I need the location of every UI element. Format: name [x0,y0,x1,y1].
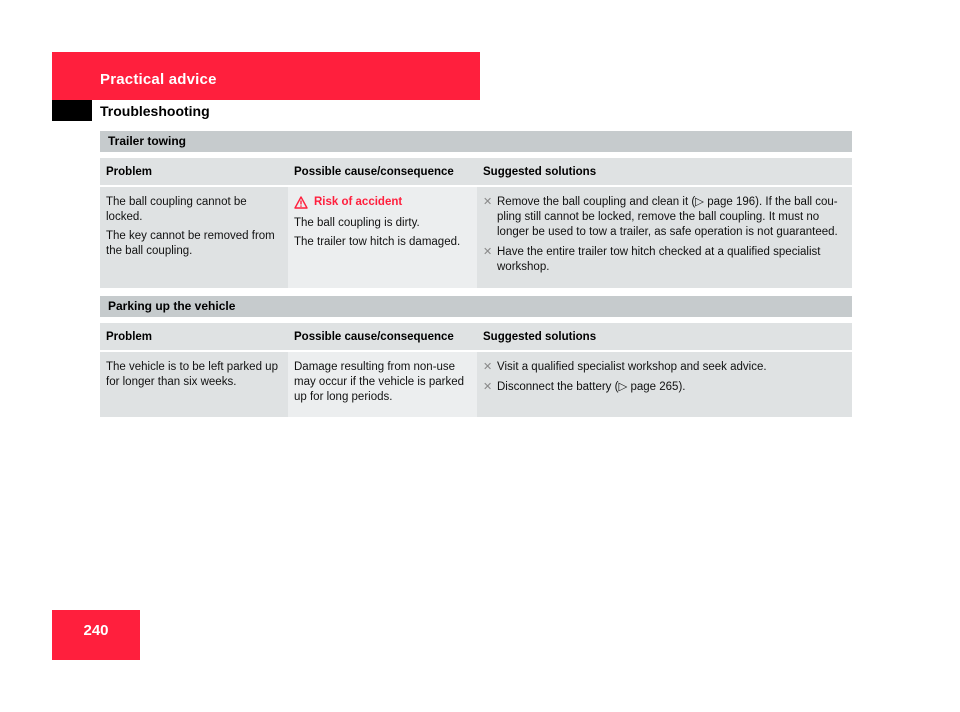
solution-item [483,380,846,395]
column-header-solutions: Suggested solutions [477,323,852,352]
solution-item [483,195,846,240]
solution-text: Remove the ball coupling and clean it (▷ page 196). If the ball cou-pling still cannot be locked, remove the ball coupling. It must no longer be used to tow a trailer, as safe operation is not guaranteed. [497,196,838,238]
header-marker [52,100,92,121]
warning-text: Risk of accident [314,196,403,208]
section-heading: Troubleshooting [100,103,210,119]
chapter-title: Practical advice [100,71,217,88]
warning-label [294,195,471,210]
section-parking-up [100,296,852,417]
section-title: Trailer towing [100,131,852,152]
solution-item [483,245,846,275]
column-header-problem: Problem [100,323,288,352]
cause-cell [288,352,477,417]
section-trailer-towing [100,131,852,288]
arrow-bullet-icon: ✕ [483,196,493,208]
arrow-bullet-icon: ✕ [483,361,493,373]
arrow-bullet-icon: ✕ [483,381,493,393]
solution-text: Disconnect the battery (▷ page 265). [497,381,686,393]
warning-triangle-icon [294,196,308,209]
table-row [100,187,852,288]
column-header-cause: Possible cause/consequence [288,323,477,352]
column-header-problem: Problem [100,158,288,187]
problem-text: The key cannot be removed from the ball coupling. [106,230,275,257]
solution-text: Have the entire trailer tow hitch checked at a qualified specialist workshop. [497,246,821,273]
solution-text: Visit a qualified specialist workshop and seek advice. [497,361,767,373]
problem-text: The vehicle is to be left parked up for longer than six weeks. [106,361,278,388]
problem-cell [100,352,288,417]
cause-cell [288,187,477,288]
cause-text: The trailer tow hitch is damaged. [294,236,461,248]
page-number: 240 [83,622,109,639]
column-header-solutions: Suggested solutions [477,158,852,187]
problem-cell [100,187,288,288]
troubleshooting-table [100,323,852,417]
section-title: Parking up the vehicle [100,296,852,317]
cause-text: The ball coupling is dirty. [294,217,420,229]
table-row [100,352,852,417]
column-header-cause: Possible cause/consequence [288,158,477,187]
table-header-row [100,158,852,187]
cause-text: Damage resulting from non-use may occur if the vehicle is parked up for long periods. [294,361,465,403]
solutions-cell [477,187,852,288]
solution-item [483,360,846,375]
troubleshooting-table [100,158,852,288]
arrow-bullet-icon: ✕ [483,246,493,258]
problem-text: The ball coupling cannot be locked. [106,196,247,223]
table-header-row [100,323,852,352]
solutions-cell [477,352,852,417]
